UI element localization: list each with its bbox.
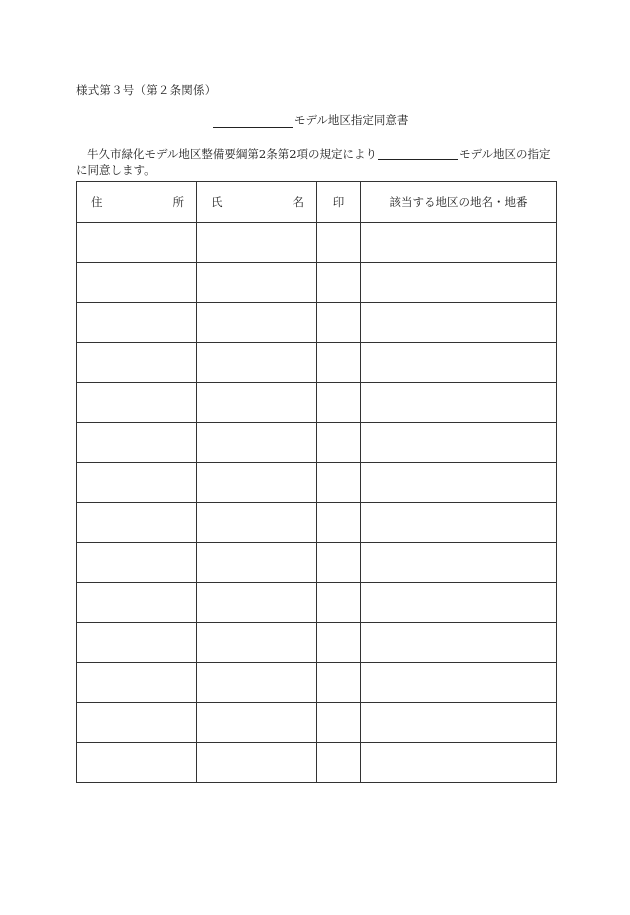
seal-cell[interactable]	[317, 543, 361, 583]
parcel-cell[interactable]	[361, 623, 557, 663]
address-cell[interactable]	[77, 743, 197, 783]
address-cell[interactable]	[77, 343, 197, 383]
header-name-char-2: 名	[292, 195, 304, 209]
seal-cell[interactable]	[317, 503, 361, 543]
table-row	[77, 703, 557, 743]
table-row	[77, 503, 557, 543]
parcel-cell[interactable]	[361, 223, 557, 263]
seal-cell[interactable]	[317, 623, 361, 663]
address-cell[interactable]	[77, 303, 197, 343]
table-row	[77, 623, 557, 663]
parcel-cell[interactable]	[361, 263, 557, 303]
table-row	[77, 303, 557, 343]
seal-cell[interactable]	[317, 223, 361, 263]
header-name-char-1: 氏	[211, 195, 223, 209]
seal-cell[interactable]	[317, 343, 361, 383]
address-cell[interactable]	[77, 623, 197, 663]
name-cell[interactable]	[197, 463, 317, 503]
parcel-cell[interactable]	[361, 663, 557, 703]
header-address-char-1: 住	[91, 195, 103, 209]
statement-blank-line[interactable]	[378, 145, 458, 160]
table-row	[77, 343, 557, 383]
name-cell[interactable]	[197, 383, 317, 423]
table-row	[77, 743, 557, 783]
address-cell[interactable]	[77, 223, 197, 263]
address-cell[interactable]	[77, 383, 197, 423]
seal-cell[interactable]	[317, 663, 361, 703]
name-cell[interactable]	[197, 423, 317, 463]
name-cell[interactable]	[197, 703, 317, 743]
seal-cell[interactable]	[317, 703, 361, 743]
statement-part-1: 牛久市緑化モデル地区整備要綱第2条第2項の規定により	[87, 147, 378, 161]
parcel-cell[interactable]	[361, 543, 557, 583]
table-row	[77, 463, 557, 503]
table-row	[77, 423, 557, 463]
consent-statement	[76, 145, 556, 178]
document-title	[213, 112, 408, 128]
title-text: モデル地区指定同意書	[294, 113, 409, 127]
seal-cell[interactable]	[317, 303, 361, 343]
address-cell[interactable]	[77, 263, 197, 303]
seal-cell[interactable]	[317, 263, 361, 303]
seal-cell[interactable]	[317, 583, 361, 623]
name-cell[interactable]	[197, 583, 317, 623]
name-cell[interactable]	[197, 503, 317, 543]
parcel-cell[interactable]	[361, 423, 557, 463]
header-address-char-2: 所	[172, 195, 184, 209]
table-row	[77, 583, 557, 623]
parcel-cell[interactable]	[361, 703, 557, 743]
name-cell[interactable]	[197, 623, 317, 663]
table-row	[77, 223, 557, 263]
header-name	[197, 182, 317, 223]
statement-part-2: モデル地区の指定に同意します。	[76, 147, 551, 177]
header-parcel: 該当する地区の地名・地番	[361, 182, 557, 223]
address-cell[interactable]	[77, 543, 197, 583]
table-body	[77, 223, 557, 783]
parcel-cell[interactable]	[361, 303, 557, 343]
address-cell[interactable]	[77, 583, 197, 623]
address-cell[interactable]	[77, 463, 197, 503]
table-row	[77, 663, 557, 703]
form-number: 様式第３号（第２条関係）	[76, 83, 217, 97]
seal-cell[interactable]	[317, 383, 361, 423]
name-cell[interactable]	[197, 343, 317, 383]
parcel-cell[interactable]	[361, 583, 557, 623]
name-cell[interactable]	[197, 663, 317, 703]
consent-table	[76, 181, 557, 783]
name-cell[interactable]	[197, 263, 317, 303]
seal-cell[interactable]	[317, 423, 361, 463]
address-cell[interactable]	[77, 503, 197, 543]
name-cell[interactable]	[197, 743, 317, 783]
table-header-row	[77, 182, 557, 223]
address-cell[interactable]	[77, 423, 197, 463]
name-cell[interactable]	[197, 543, 317, 583]
address-cell[interactable]	[77, 703, 197, 743]
parcel-cell[interactable]	[361, 343, 557, 383]
address-cell[interactable]	[77, 663, 197, 703]
title-blank-line[interactable]	[213, 113, 293, 128]
table-row	[77, 383, 557, 423]
seal-cell[interactable]	[317, 463, 361, 503]
parcel-cell[interactable]	[361, 503, 557, 543]
header-seal: 印	[317, 182, 361, 223]
parcel-cell[interactable]	[361, 383, 557, 423]
parcel-cell[interactable]	[361, 743, 557, 783]
table-row	[77, 543, 557, 583]
name-cell[interactable]	[197, 223, 317, 263]
parcel-cell[interactable]	[361, 463, 557, 503]
name-cell[interactable]	[197, 303, 317, 343]
table-row	[77, 263, 557, 303]
seal-cell[interactable]	[317, 743, 361, 783]
header-address	[77, 182, 197, 223]
